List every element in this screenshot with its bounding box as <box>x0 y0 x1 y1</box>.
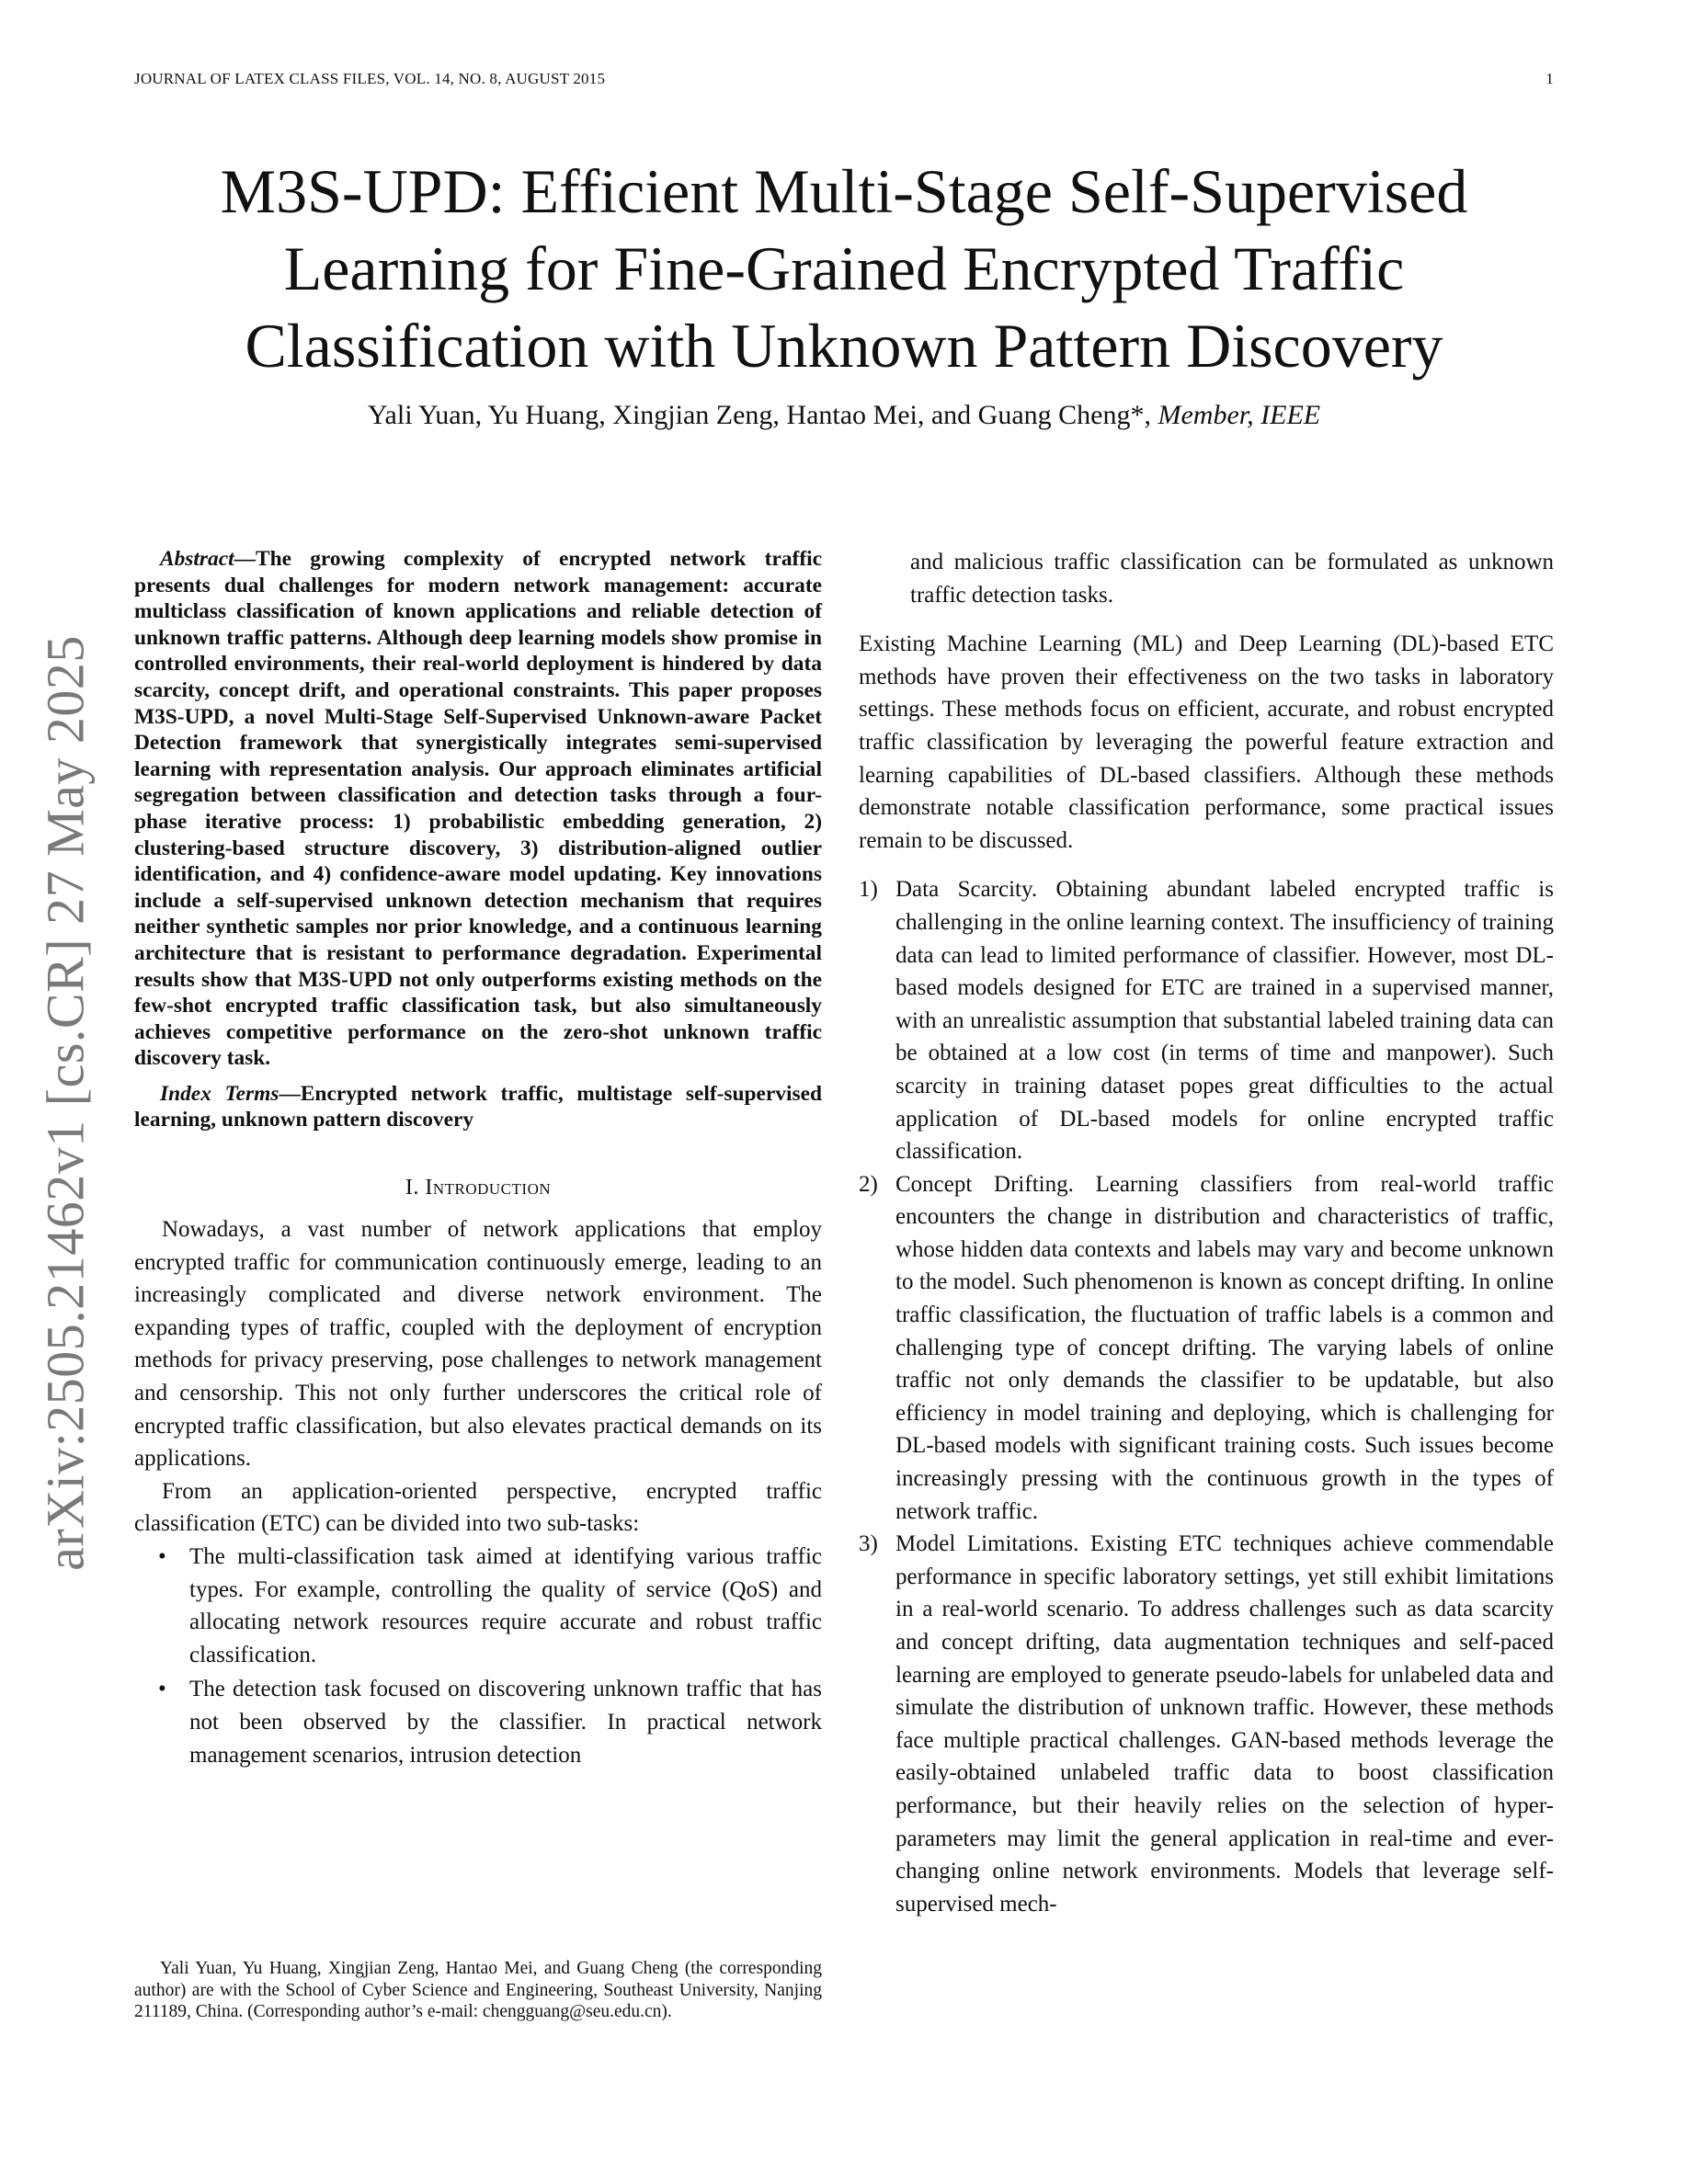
index-terms-text: —Encrypted network traffic, multistage self-supervised learning, unknown pattern discovery <box>134 1081 822 1132</box>
issues-numbered-list <box>859 873 1554 1920</box>
right-column <box>859 546 1554 1920</box>
arxiv-identifier: arXiv:2505.21462v1 [cs.CR] 27 May 2025 <box>35 635 96 1571</box>
bullet-icon: • <box>158 1544 166 1569</box>
list-item-text: Concept Drifting. Learning classifiers from real-world traffic encounters the change in distribution and characteristics of traffic, whose hidden data contexts and labels may vary and become unknown to the model. Such phenomenon is known as concept drifting. In online traffic classification, the fluctuation of traffic labels is a common and challenging type of concept drifting. The varying labels of online traffic not only demands the classifier to be updatable, but also efficiency in model training and deploying, which is challenging for DL-based models with significant training costs. Such issues become increasingly pressing with the continuous growth in the types of network traffic. <box>895 1171 1554 1524</box>
arxiv-side-stamp <box>24 607 107 1599</box>
left-column <box>134 546 822 1771</box>
section-heading-introduction <box>134 1176 822 1200</box>
author-names: Yali Yuan, Yu Huang, Xingjian Zeng, Hantao Mei, and Guang Cheng*, <box>367 400 1151 430</box>
author-line <box>110 397 1578 434</box>
list-item <box>859 1528 1554 1920</box>
list-number: 2) <box>859 1171 878 1197</box>
page-number: 1 <box>1545 70 1554 87</box>
abstract-label: Abstract <box>160 547 234 571</box>
section-title: Introduction <box>425 1176 552 1200</box>
author-footnote: Yali Yuan, Yu Huang, Xingjian Zeng, Hantao Mei, and Guang Cheng (the corresponding author) are with the School of Cyber Science and Engineering, Southeast University, Nanjing 211189, China. (Corresponding author’s e-mail: chengguang@seu.edu.cn). <box>134 1959 822 2021</box>
intro-paragraph-2: From an application-oriented perspective, encrypted traffic classification (ETC) can be divided into two sub-tasks: <box>134 1478 822 1537</box>
running-header <box>134 70 1554 97</box>
bullet-icon: • <box>158 1677 166 1702</box>
intro-paragraph-1: Nowadays, a vast number of network applications that employ encrypted traffic for communication continuously emerge, leading to an increasingly complicated and diverse network environment. The expanding types of traffic, coupled with the deployment of encryption methods for privacy preserving, pose challenges to network management and censorship. This not only further underscores the critical role of encrypted traffic classification, but also elevates practical demands on its applications. <box>134 1217 822 1472</box>
journal-name: JOURNAL OF LATEX CLASS FILES, VOL. 14, NO. 8, AUGUST 2015 <box>134 70 606 87</box>
bullet-text: The multi-classification task aimed at identifying various traffic types. For example, controlling the quality of service (QoS) and allocating network resources require accurate and robust traffic classification. <box>189 1544 822 1667</box>
list-item-text: Data Scarcity. Obtaining abundant labeled encrypted traffic is challenging in the online learning context. The insufficiency of training data can lead to limited performance of classifier. However, most DL-based models designed for ETC are trained in a supervised manner, with an unrealistic assumption that substantial labeled training data can be obtained at a low cost (in terms of time and manpower). Such scarcity in training dataset popes great difficulties to the actual application of DL-based models for online encrypted traffic classification. <box>895 877 1554 1165</box>
list-item <box>859 873 1554 1167</box>
index-terms <box>134 1081 822 1133</box>
bullet-continuation: and malicious traffic classification can be formulated as unknown traffic detection tasks. <box>910 550 1554 608</box>
list-number: 3) <box>859 1531 878 1557</box>
paper-title: M3S-UPD: Efficient Multi-Stage Self-Supervised Learning for Fine-Grained Encrypted Traffic Classification with Unknown Pattern Discovery <box>220 156 1468 381</box>
existing-methods-paragraph: Existing Machine Learning (ML) and Deep Learning (DL)-based ETC methods have proven their effectiveness on the two tasks in laboratory settings. These methods focus on efficient, accurate, and robust encrypted traffic classification by leveraging the powerful feature extraction and learning capabilities of DL-based classifiers. Although these methods demonstrate notable classification performance, some practical issues remain to be discussed. <box>859 631 1554 853</box>
abstract-text: —The growing complexity of encrypted network traffic presents dual challenges for modern network management: accurate multiclass classification of known applications and reliable detection of unknown traffic patterns. Although deep learning models show promise in controlled environments, their real-world deployment is hindered by data scarcity, concept drift, and operational constraints. This paper proposes M3S-UPD, a novel Multi-Stage Self-Supervised Unknown-aware Packet Detection framework that synergistically integrates semi-supervised learning with representation analysis. Our approach eliminates artificial segregation between classification and detection tasks through a four-phase iterative process: 1) probabilistic embedding generation, 2) clustering-based structure discovery, 3) distribution-aligned outlier identification, and 4) confidence-aware model updating. Key innovations include a self-supervised unknown detection mechanism that requires neither synthetic samples nor prior knowledge, and a continuous learning architecture that is resistant to performance degradation. Experimental results show that M3S-UPD not only outperforms existing methods on the few-shot encrypted traffic classification task, but also simultaneously achieves competitive performance on the zero-shot unknown traffic discovery task. <box>134 547 822 1071</box>
abstract <box>134 546 822 1072</box>
list-item <box>859 1168 1554 1529</box>
intro-bullet-list <box>134 1541 822 1771</box>
list-item-text: Model Limitations. Existing ETC techniques achieve commendable performance in specific laboratory settings, yet still exhibit limitations in a real-world scenario. To address challenges such as data scarcity and concept drifting, data augmentation techniques and self-paced learning are employed to generate pseudo-labels for unlabeled data and simulate the distribution of unknown traffic. However, these methods face multiple practical challenges. GAN-based methods leverage the easily-obtained unlabeled traffic data to boost classification performance, but their heavily relies on the selection of hyper-parameters may limit the general application in real-time and ever-changing online network environments. Models that leverage self-supervised mech- <box>895 1531 1554 1917</box>
author-membership: Member, IEEE <box>1158 400 1321 430</box>
list-item <box>134 1541 822 1671</box>
bullet-text: The detection task focused on discovering unknown traffic that has not been observed by the classifier. In practical network management scenarios, intrusion detection <box>189 1677 822 1768</box>
section-numeral: I. <box>405 1176 419 1200</box>
list-item <box>134 1673 822 1771</box>
index-terms-label: Index Terms <box>160 1081 279 1106</box>
list-number: 1) <box>859 877 878 903</box>
